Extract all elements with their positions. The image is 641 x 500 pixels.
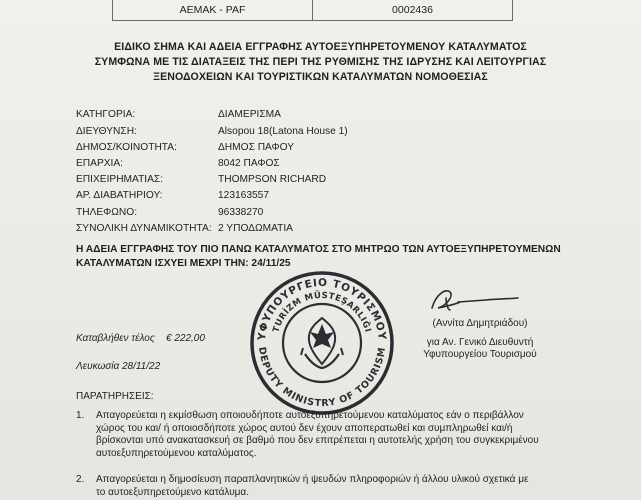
document-heading	[60, 40, 581, 85]
field-value-municipality: ΔΗΜΟΣ ΠΑΦΟΥ	[218, 142, 295, 153]
heading-line-3: ΞΕΝΟΔΟΧΕΙΩΝ ΚΑΙ ΤΟΥΡΙΣΤΙΚΩΝ ΚΑΤΑΛΥΜΑΤΩΝ ΝΟΜΟΘΕΣΙΑΣ	[153, 71, 488, 83]
fee-label: Καταβλήθεν τέλος	[76, 333, 155, 344]
signatory-role-1: για Αν. Γενικό Διευθυντή	[426, 337, 534, 348]
field-label-category: ΚΑΤΗΓΟΡΙΑ:	[76, 109, 136, 120]
heading-line-1: ΕΙΔΙΚΟ ΣΗΜΑ ΚΑΙ ΑΔΕΙΑ ΕΓΓΡΑΦΗΣ ΑΥΤΟΕΞΥΠΗΡΕΤΟΥΜΕΝΟΥ ΚΑΤΑΛΥΜΑΤΟΣ	[114, 41, 527, 53]
signature-icon	[426, 284, 526, 314]
note-item	[76, 474, 636, 500]
note-number: 1.	[76, 410, 85, 421]
registration-table	[112, 0, 513, 21]
validity-line-1: Η ΑΔΕΙΑ ΕΓΓΡΑΦΗΣ ΤΟΥ ΠΙΟ ΠΑΝΩ ΚΑΤΑΛΥΜΑΤΟΣ ΣΤΟ ΜΗΤΡΩΟ ΤΩΝ ΑΥΤΟΕΞΥΠΗΡΕΤΟΥΜΕΝΩΝ	[76, 244, 561, 255]
note-line: αυτοεξυπηρετούμενου καταλύματος.	[96, 447, 257, 459]
field-label-address: ΔΙΕΥΘΥΝΣΗ:	[76, 126, 137, 137]
heading-line-2: ΣΥΜΦΩΝΑ ΜΕ ΤΙΣ ΔΙΑΤΑΞΕΙΣ ΤΗΣ ΠΕΡΙ ΤΗΣ ΡΥΘΜΙΣΗΣ ΤΗΣ ΙΔΡΥΣΗΣ ΚΑΙ ΛΕΙΤΟΥΡΓΙΑΣ	[94, 56, 547, 68]
note-line: Απαγορεύεται η εκμίσθωση οποιουδήποτε αυτοεξυπηρετούμενου καταλύματος εάν ο περιβάλλον	[96, 410, 524, 421]
field-value-phone: 96338270	[218, 207, 264, 218]
signatory-role-2: Υφυπουργείου Τουρισμού	[423, 349, 537, 360]
registration-label: ΑΕΜΑΚ - PAF	[113, 0, 313, 20]
registration-number: 0002436	[392, 4, 433, 16]
note-line: το αυτοεξυπηρετούμενο κατάλυμα.	[96, 486, 249, 498]
field-value-capacity: 2 ΥΠΟΔΩΜΑΤΙΑ	[218, 223, 293, 234]
field-label-municipality: ΔΗΜΟΣ/ΚΟΙΝΟΤΗΤΑ:	[76, 142, 177, 153]
stamp-middle-text: TURİZM MÜSTEŞARLIĞI	[271, 290, 373, 334]
field-label-phone: ΤΗΛΕΦΩΝΟ:	[76, 207, 138, 218]
field-label-owner: ΕΠΙΧΕΙΡΗΜΑΤΙΑΣ:	[76, 174, 164, 185]
stamp-inner-text: DEPUTY MINISTRY OF TOURISM	[256, 346, 389, 410]
note-item	[76, 410, 636, 462]
signatory-name: (Αννίτα Δημητριάδου)	[432, 318, 528, 329]
field-value-owner: THOMPSON RICHARD	[218, 174, 327, 185]
field-value-passport: 123163557	[218, 190, 269, 201]
note-line: χώρος του και/ ή οποιοσδήποτε χώρος αυτού δεν έχουν αποπερατωθεί και συμπληρωθεί και/ή	[96, 422, 513, 434]
field-value-category: ΔΙΑΜΕΡΙΣΜΑ	[218, 109, 281, 120]
note-line: Απαγορεύεται η δημοσίευση παραπλανητικών ή ψευδών πληροφοριών ή άλλου υλικού σχετικά με	[96, 474, 529, 485]
official-stamp-icon	[247, 268, 397, 418]
validity-line-2: ΚΑΤΑΛΥΜΑΤΩΝ ΙΣΧΥΕΙ ΜΕΧΡΙ ΤΗΝ: 24/11/25	[76, 258, 291, 269]
notes-title: ΠΑΡΑΤΗΡΗΣΕΙΣ:	[76, 391, 154, 402]
field-label-district: ΕΠΑΡΧΙΑ:	[76, 158, 123, 169]
place-date: Λευκωσία 28/11/22	[76, 361, 161, 372]
field-label-passport: ΑΡ. ΔΙΑΒΑΤΗΡΙΟΥ:	[76, 190, 163, 201]
fee-amount: € 222,00	[166, 333, 205, 344]
field-value-address: Alsopou 18(Latona House 1)	[218, 126, 348, 137]
note-number: 2.	[76, 474, 85, 485]
stamp-outer-text: ΥΦΥΠΟΥΡΓΕΙΟ ΤΟΥΡΙΣΜΟΥ	[255, 276, 389, 341]
field-value-district: 8042 ΠΑΦΟΣ	[218, 158, 280, 169]
svg-text:DEPUTY MINISTRY OF TOURISM	[256, 346, 388, 409]
note-line: βρίσκονται υπό ανακατασκευή σε βαθμό που δεν επιτρέπεται η αυτοτελής χρήση του συγκεκριμένου	[96, 435, 539, 446]
field-label-capacity: ΣΥΝΟΛΙΚΗ ΔΥΝΑΜΙΚΟΤΗΤΑ:	[76, 223, 212, 234]
